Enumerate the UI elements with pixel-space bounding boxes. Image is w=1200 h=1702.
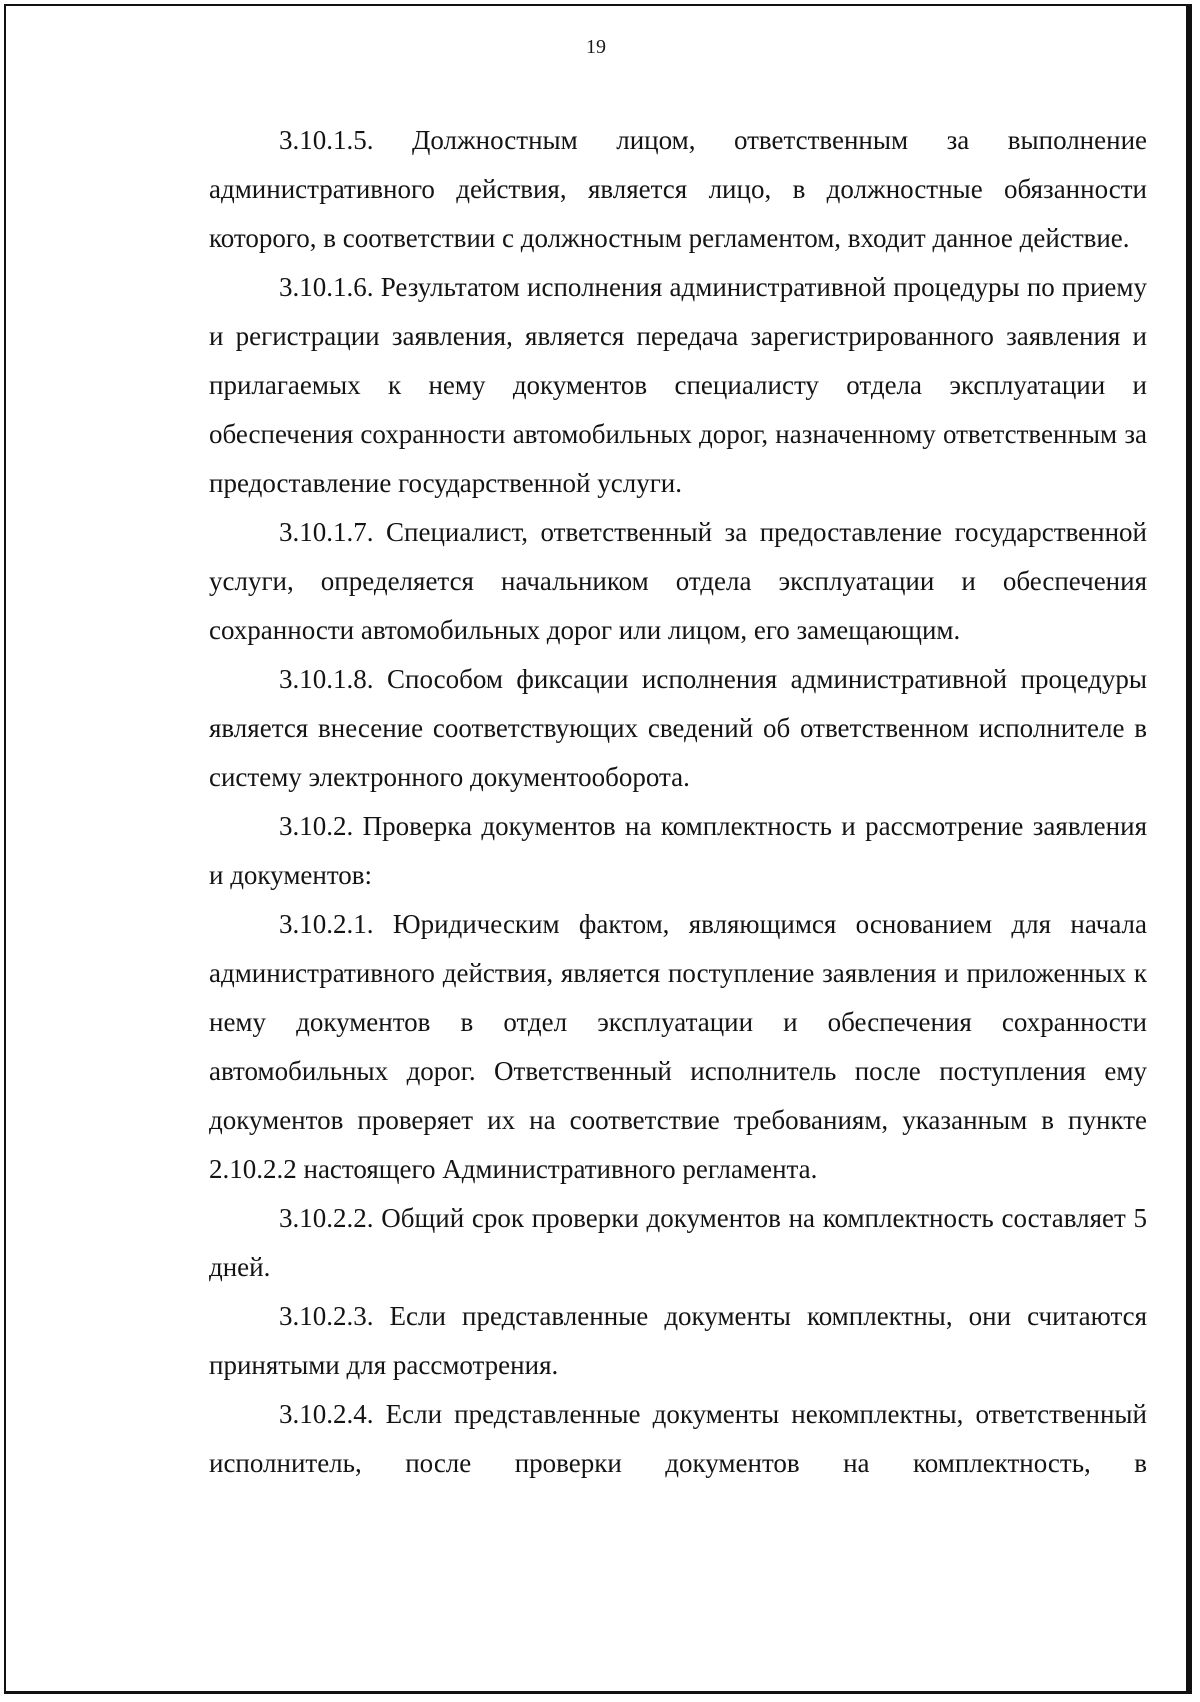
- document-page: [4, 4, 1192, 1694]
- page-number: 19: [586, 36, 606, 58]
- paragraph-3-10-2: 3.10.2. Проверка документов на комплектность и рассмотрение заявления и документов:: [209, 811, 1147, 890]
- paragraph-3-10-1-7: 3.10.1.7. Специалист, ответственный за предоставление государственной услуги, определяется начальником отдела эксплуатации и обеспечения сохранности автомобильных дорог или лицом, его замещающим.: [209, 517, 1147, 645]
- paragraph-3-10-2-1: 3.10.2.1. Юридическим фактом, являющимся основанием для начала административного действия, является поступление заявления и приложенных к нему документов в отдел эксплуатации и обеспечения сохранности автомобильных дорог. Ответственный исполнитель после поступления ему документов проверяет их на соответствие требованиям, указанным в пункте 2.10.2.2 настоящего Административного регламента.: [209, 909, 1147, 1184]
- paragraph-3-10-2-2: 3.10.2.2. Общий срок проверки документов на комплектность составляет 5 дней.: [209, 1203, 1147, 1282]
- paragraph-3-10-2-3: 3.10.2.3. Если представленные документы комплектны, они считаются принятыми для рассмотрения.: [209, 1301, 1147, 1380]
- paragraph-3-10-1-5: 3.10.1.5. Должностным лицом, ответственным за выполнение административного действия, является лицо, в должностные обязанности которого, в соответствии с должностным регламентом, входит данное действие.: [209, 125, 1147, 253]
- paragraph-3-10-1-6: 3.10.1.6. Результатом исполнения административной процедуры по приему и регистрации заявления, является передача зарегистрированного заявления и прилагаемых к нему документов специалисту отдела эксплуатации и обеспечения сохранности автомобильных дорог, назначенному ответственным за предоставление государственной услуги.: [209, 272, 1147, 498]
- document-body: [209, 116, 1147, 1488]
- paragraph-3-10-2-4: 3.10.2.4. Если представленные документы некомплектны, ответственный исполнитель, после проверки документов на комплектность, в: [209, 1399, 1147, 1478]
- paragraph-3-10-1-8: 3.10.1.8. Способом фиксации исполнения административной процедуры является внесение соответствующих сведений об ответственном исполнителе в систему электронного документооборота.: [209, 664, 1147, 792]
